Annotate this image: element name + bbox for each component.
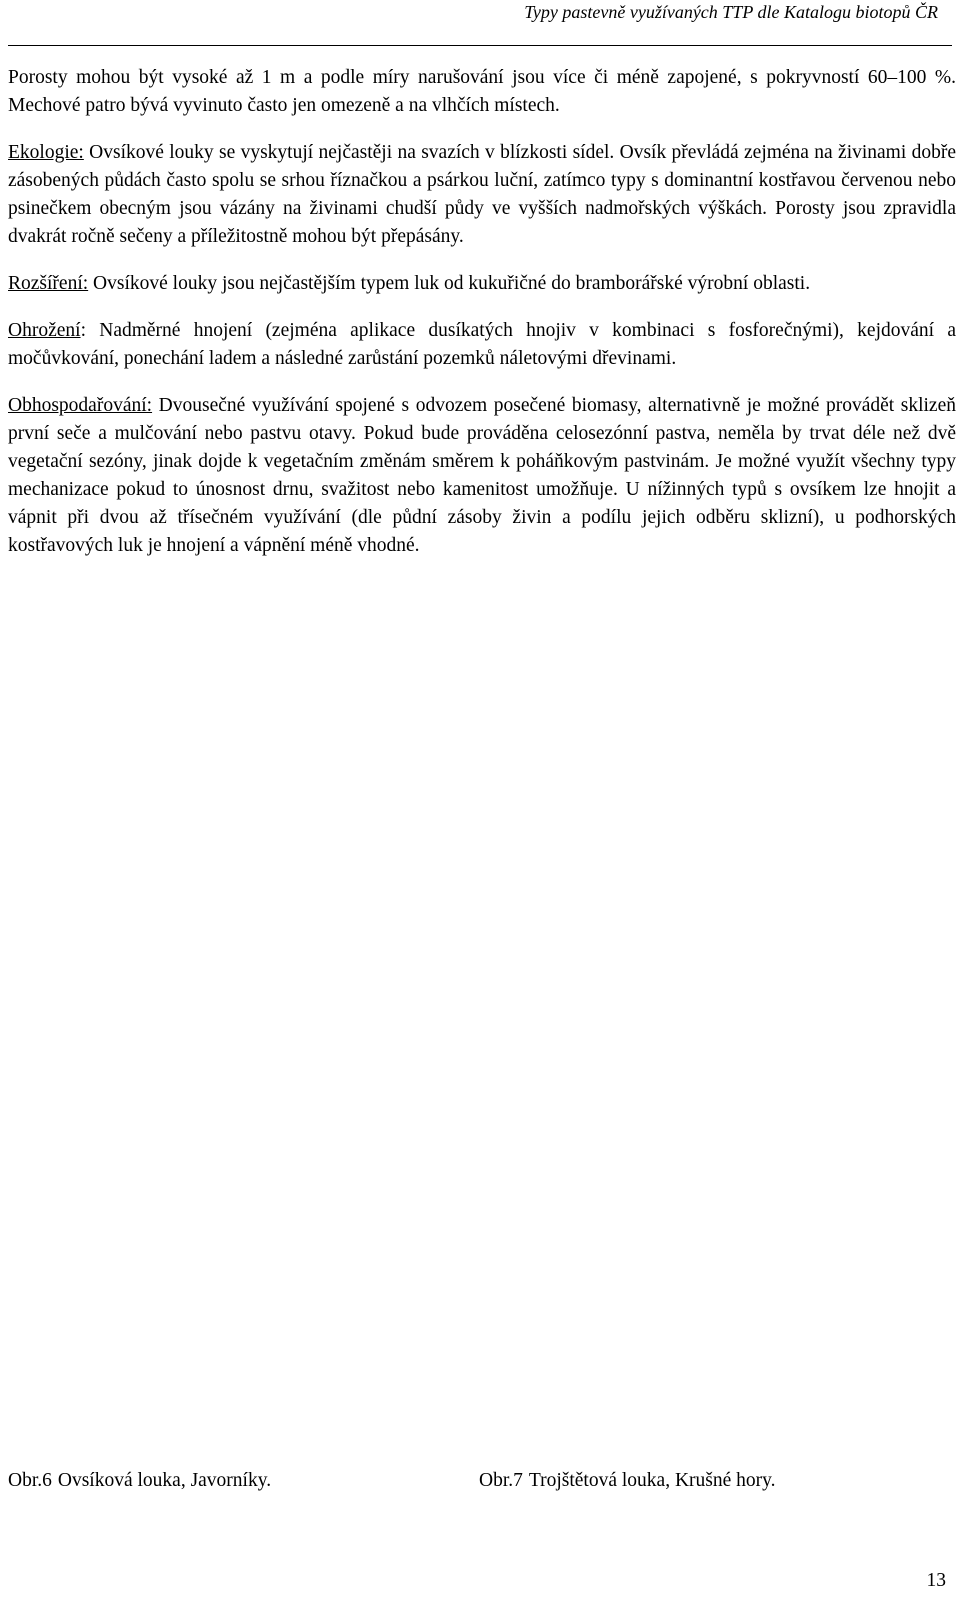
paragraph-distribution [8,270,956,298]
section-label-threats: Ohrožení [8,320,81,341]
paragraph-threats [8,317,956,373]
section-label-distribution: Rozšíření: [8,273,89,294]
header-divider [8,45,952,46]
figure-number: Obr.7 [479,1470,523,1491]
figure-caption-6 [8,1467,271,1495]
section-label-ecology: Ekologie: [8,142,84,163]
page-number: 13 [926,1570,946,1591]
figure-caption-text: Trojštětová louka, Krušné hory. [528,1470,776,1491]
paragraph-text: Ovsíkové louky jsou nejčastějším typem luk od kukuřičné do bramborářské výrobní oblasti. [88,273,811,294]
figure-caption-7 [479,1467,776,1495]
paragraph-text: Porosty mohou být vysoké až 1 m a podle míry narušování jsou více či méně zapojené, s pokryvností 60–100 %. Mechové patro bývá vyvinuto často jen omezeně a na vlhčích místech. [8,67,956,116]
figure-caption-text: Ovsíková louka, Javorníky. [57,1470,272,1491]
paragraph-text: Ovsíkové louky se vyskytují nejčastěji na svazích v blízkosti sídel. Ovsík převládá zejména na živinami dobře zásobených půdách často spolu se srhou říznačkou a psárkou luční, zatímco typy s dominantní kostřavou červenou nebo psinečkem obecným jsou vázány na živinami chudší půdy ve vyšších nadmořských výškách. Porosty jsou zpravidla dvakrát ročně sečeny a příležitostně mohou být přepásány. [8,142,956,247]
paragraph-text: Dvousečné využívání spojené s odvozem posečené biomasy, alternativně je možné provádět sklizeň první seče a mulčování nebo pastvu otavy. Pokud bude prováděna celosezónní pastva, neměla by trvat déle než dvě vegetační sezóny, jinak dojde k vegetačním změnám směrem k poháňkovým pastvinám. Je možné využít všechny typy mechanizace pokud to únosnost drnu, svažitost nebo kamenitost umožňuje. U nížinných typů s ovsíkem lze hnojit a vápnit při dvou až třísečném využívání (dle půdní zásoby živin a podílu jejich odběru sklizní), u podhorských kostřavových luk je hnojení a vápnění méně vhodné. [8,395,956,556]
paragraph-text: : Nadměrné hnojení (zejména aplikace dusíkatých hnojiv v kombinaci s fosforečnými), kejdování a močůvkování, ponechání ladem a následné zarůstání pozemků náletovými dřevinami. [8,320,956,369]
document-body [8,64,956,579]
paragraph-management [8,392,956,560]
paragraph-description [8,64,956,120]
running-header: Typy pastevně využívaných TTP dle Katalogu biotopů ČR [524,2,938,22]
section-label-management: Obhospodařování: [8,395,153,416]
paragraph-ecology [8,139,956,251]
figure-number: Obr.6 [8,1470,52,1491]
